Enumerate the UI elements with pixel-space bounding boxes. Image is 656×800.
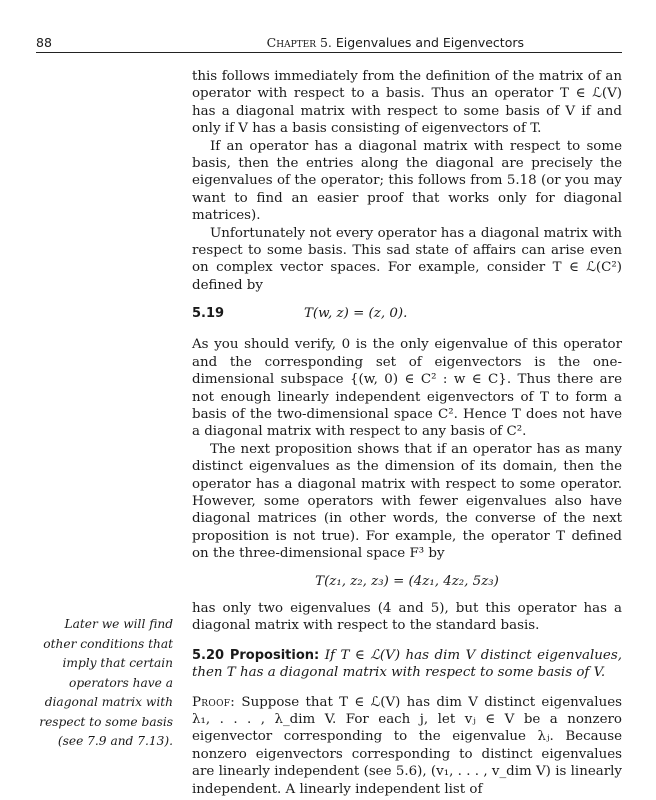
paragraph-5: The next proposition shows that if an operator has as many distinct eigenvalues as the dimension of its domain, then the operator has a diagonal matrix with respect to some operator. However, some operators with fewer eigenvalues also have diagonal matrices (in other words, the converse of the next proposition is not true). For example, the operator T defined on the three-dimensional space F³ by <box>192 441 622 562</box>
paragraph-2: If an operator has a diagonal matrix with respect to some basis, then the entries along the diagonal are precisely the eigenvalues of the operator; this follows from 5.18 (or you may want to find an easier proof that works only for diagonal matrices). <box>192 138 622 224</box>
proof-label: Proof: <box>192 694 236 710</box>
main-text <box>192 68 622 798</box>
equation-5-19 <box>192 304 622 324</box>
paragraph-1: this follows immediately from the definition of the matrix of an operator with respect to a basis. Thus an operator T ∈ ℒ(V) has a diagonal matrix with respect to some basis of V if and only if V has a basis consisting of eigenvectors of T. <box>192 69 622 137</box>
proposition-label: 5.20 Proposition: <box>192 647 320 663</box>
running-header <box>36 32 622 53</box>
margin-note: Later we will find other conditions that imply that certain operators have a diagonal matrix with respect to some basis (see 7.9 and 7.13). <box>39 617 173 748</box>
proposition-5-20 <box>192 647 622 682</box>
paragraph-3: Unfortunately not every operator has a diagonal matrix with respect to some basis. This sad state of affairs can arise even on complex vector spaces. For example, consider T ∈ ℒ(C²) defined by <box>192 225 622 293</box>
page-number: 88 <box>36 35 52 50</box>
proof-text: Suppose that T ∈ ℒ(V) has dim V distinct eigenvalues λ₁, . . . , λ_dim V. For each j, let vⱼ ∈ V be a nonzero eigenvector corresponding to the eigenvalue λⱼ. Because nonzero eigenvectors corresponding to distinct eigenvalues are linearly independent (see 5.6), (v₁, . . . , v_dim V) is linearly independent. A linearly independent list of <box>192 694 622 797</box>
proposition-statement: If T ∈ ℒ(V) has dim V distinct eigenvalues, then T has a diagonal matrix with respect to some basis of V. <box>192 647 622 681</box>
equation-formula: T(w, z) = (z, 0). <box>304 306 408 322</box>
paragraph-4: As you should verify, 0 is the only eigenvalue of this operator and the corresponding set of eigenvectors is the one-dimensional subspace {(w, 0) ∈ C² : w ∈ C}. Thus there are not enough linearly independent eigenvectors of T to form a basis of the two-dimensional space C². Hence T does not have a diagonal matrix with respect to any basis of C². <box>192 337 622 440</box>
chapter-title: Eigenvalues and Eigenvectors <box>335 35 524 50</box>
proof <box>192 694 622 798</box>
equation-number: 5.19 <box>192 306 225 322</box>
paragraph-6: has only two eigenvalues (4 and 5), but this operator has a diagonal matrix with respect to the standard basis. <box>192 600 622 634</box>
running-title <box>267 35 524 50</box>
chapter-label: Chapter 5. <box>266 35 332 50</box>
display-equation: T(z₁, z₂, z₃) = (4z₁, 4z₂, 5z₃) <box>315 573 499 589</box>
